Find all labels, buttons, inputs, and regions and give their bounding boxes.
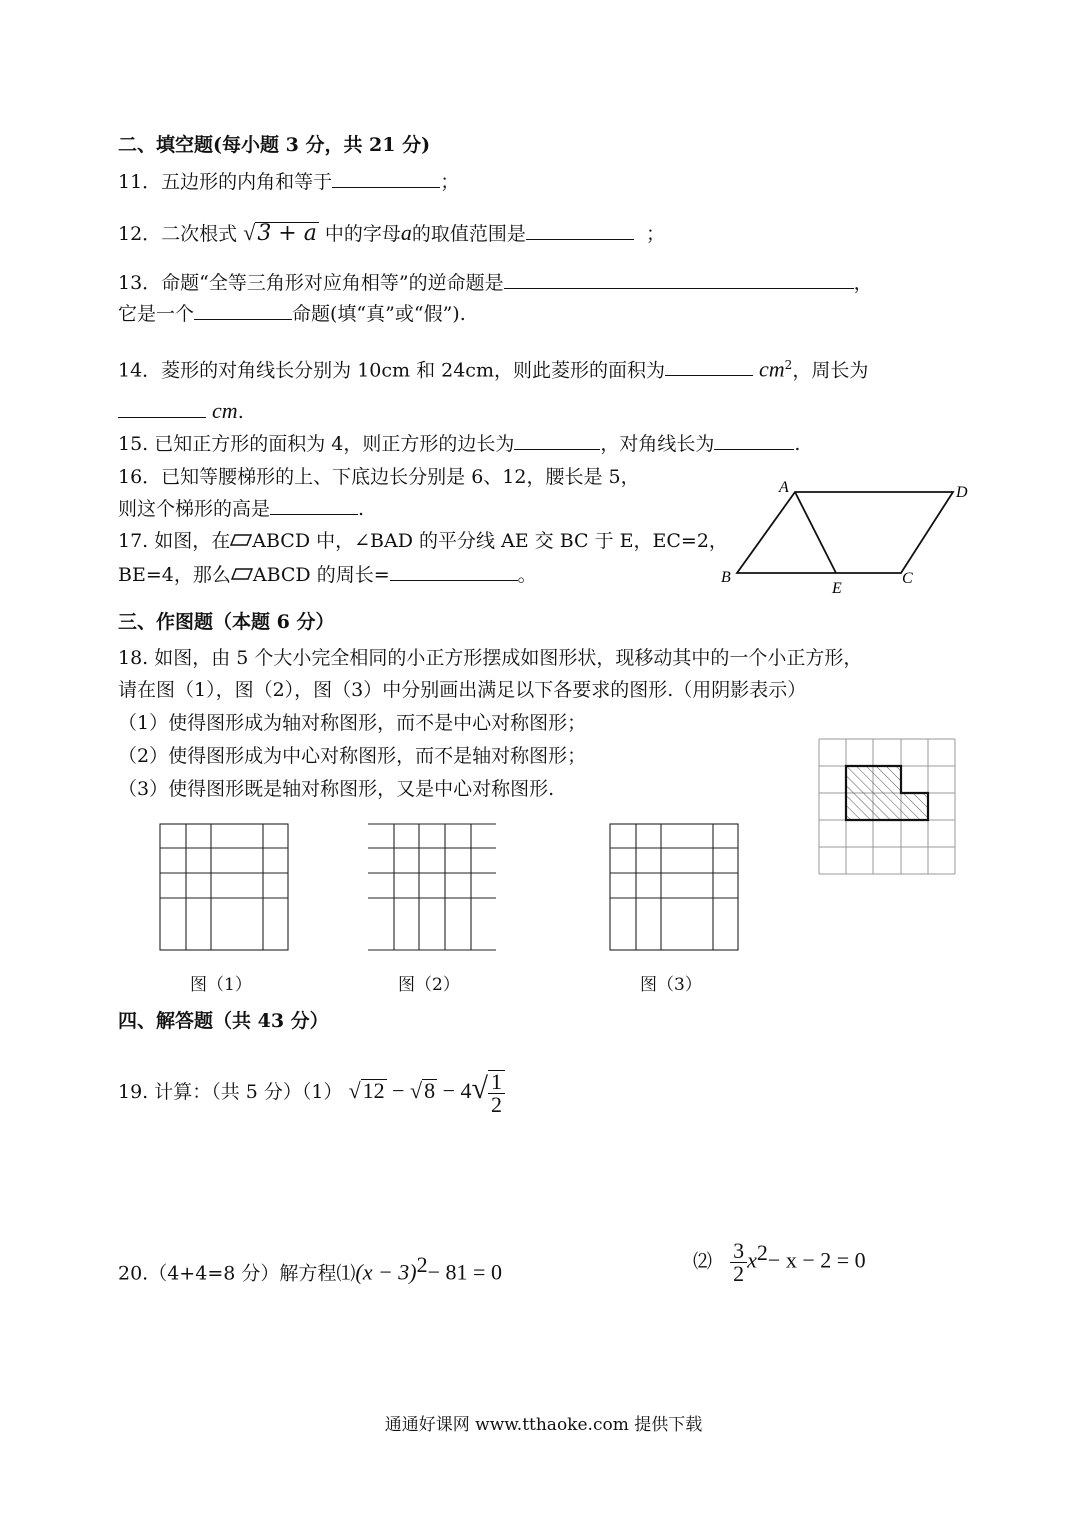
question-15: 15. 已知正方形的面积为 4，则正方形的边长为 ，对角线长为 . (118, 433, 801, 455)
question-14-line2: cm. (118, 399, 244, 424)
question-20: 20.（4+4=8 分）解方程⑴(x − 3)$^2$− 81 = 0 (118, 1252, 502, 1285)
expression-19: √12 − √8 − 4√ $\frac{1}{2}$ (349, 1078, 505, 1103)
answer-blank (118, 399, 206, 418)
question-16-line2: 则这个梯形的高是 . (118, 498, 365, 520)
question-12: 12．二次根式 √3 + a 中的字母a的取值范围是 ； (118, 220, 666, 246)
vertex-label-b: B (721, 569, 731, 586)
question-16-line1: 16．已知等腰梯形的上、下底边长分别是 6、12，腰长是 5， (118, 466, 640, 488)
answer-blank (390, 562, 518, 581)
footer-credit: 通通好课网 www.tthaoke.com 提供下载 (384, 1415, 703, 1435)
grid-figure-3 (608, 822, 742, 954)
question-17-line1: 17. 如图，在 ABCD 中，∠BAD 的平分线 AE 交 BC 于 E，EC=2， (118, 530, 728, 552)
parallelogram-icon (231, 567, 253, 581)
shaded-shape (846, 766, 928, 820)
question-14: 14．菱形的对角线长分别为 10cm 和 24cm，则此菱形的面积为 $cm^2$，周长为 (118, 356, 869, 382)
grid-figure-2 (366, 822, 500, 954)
question-18-req2: （2）使得图形成为中心对称图形，而不是轴对称图形； (118, 745, 587, 767)
figure-caption-2: 图（2） (398, 975, 460, 995)
section-3-title: 三、作图题（本题 6 分） (118, 611, 335, 633)
answer-blank (665, 357, 753, 376)
vertex-label-e: E (832, 580, 842, 597)
answer-blank (514, 431, 600, 450)
question-18-req3: （3）使得图形既是轴对称图形，又是中心对称图形. (118, 778, 555, 800)
vertex-label-a: A (779, 479, 789, 496)
vertex-label-d: D (956, 484, 968, 501)
question-19: 19. 计算：（共 5 分）（1） √12 − √8 − 4√ $\frac{1}{2}$ (118, 1070, 505, 1120)
question-18-req1: （1）使得图形成为轴对称图形，而不是中心对称图形； (118, 712, 587, 734)
section-4-title: 四、解答题（共 43 分） (118, 1010, 329, 1032)
reference-grid-figure (815, 735, 960, 880)
grid-figure-1 (158, 822, 292, 954)
question-18-line2: 请在图（1），图（2），图（3）中分别画出满足以下各要求的图形.（用阴影表示） (118, 679, 807, 701)
question-18-line1: 18. 如图，由 5 个大小完全相同的小正方形摆成如图形状，现移动其中的一个小正方形， (118, 647, 863, 669)
parallelogram-figure (715, 476, 985, 598)
figure-caption-3: 图（3） (640, 975, 702, 995)
answer-blank (332, 169, 440, 188)
parallelogram-icon (230, 533, 252, 547)
answer-blank (270, 496, 358, 515)
question-13-line1: 13．命题“全等三角形对应角相等”的逆命题是 ， (118, 272, 873, 294)
question-13-line2: 它是一个 命题(填“真”或“假”). (118, 303, 466, 325)
sqrt-expression: √3 + a (243, 220, 317, 246)
question-20-part2: ⑵ $\frac{3}{2}$ $x^2- x - 2 = 0$ (693, 1238, 866, 1286)
answer-blank (526, 221, 634, 240)
question-17-line2: BE=4，那么 ABCD 的周长= 。 (118, 564, 537, 586)
answer-blank (504, 270, 854, 289)
vertex-label-c: C (902, 570, 913, 587)
answer-blank (714, 431, 794, 450)
question-11: 11．五边形的内角和等于 ； (118, 171, 460, 193)
figure-caption-1: 图（1） (190, 975, 252, 995)
answer-blank (194, 301, 292, 320)
section-2-title: 二、填空题(每小题 3 分，共 21 分) (118, 134, 431, 156)
